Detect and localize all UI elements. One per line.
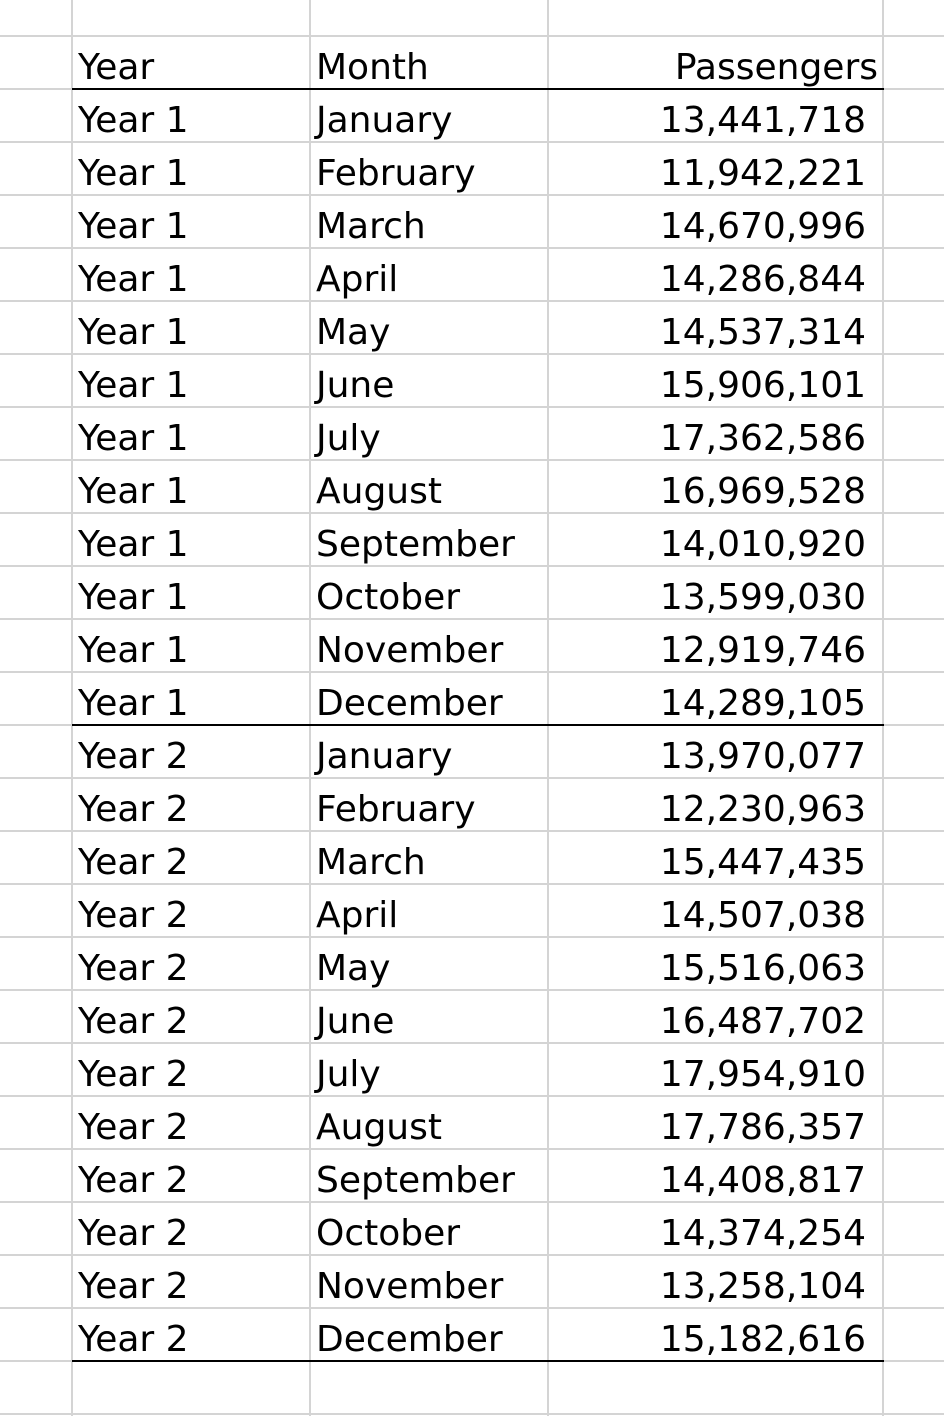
year-cell[interactable]: Year 2	[78, 1266, 189, 1307]
passengers-cell[interactable]: 17,954,910	[659, 1054, 866, 1095]
passengers-cell[interactable]: 16,969,528	[659, 471, 866, 512]
passengers-cell[interactable]: 14,537,314	[659, 312, 866, 353]
year-cell[interactable]: Year 1	[78, 259, 189, 300]
month-cell[interactable]: February	[316, 789, 476, 830]
year-cell[interactable]: Year 2	[78, 948, 189, 989]
passengers-cell[interactable]: 15,447,435	[659, 842, 866, 883]
year-cell[interactable]: Year 1	[78, 100, 189, 141]
year-cell[interactable]: Year 2	[78, 1213, 189, 1254]
passengers-cell[interactable]: 13,258,104	[659, 1266, 866, 1307]
month-cell[interactable]: October	[316, 577, 461, 618]
month-cell[interactable]: March	[316, 842, 426, 883]
passengers-cell[interactable]: 17,362,586	[659, 418, 866, 459]
year-cell[interactable]: Year 2	[78, 1107, 189, 1148]
passengers-cell[interactable]: 14,408,817	[659, 1160, 866, 1201]
year-cell[interactable]: Year 2	[78, 842, 189, 883]
header-month-cell[interactable]: Month	[316, 47, 429, 88]
year-cell[interactable]: Year 1	[78, 524, 189, 565]
passengers-cell[interactable]: 14,670,996	[659, 206, 866, 247]
month-cell[interactable]: August	[316, 1107, 442, 1148]
passengers-cell[interactable]: 14,010,920	[659, 524, 866, 565]
passengers-cell[interactable]: 13,441,718	[659, 100, 866, 141]
month-cell[interactable]: December	[316, 1319, 503, 1360]
year-cell[interactable]: Year 1	[78, 418, 189, 459]
year-separator-border	[72, 724, 884, 726]
year-cell[interactable]: Year 2	[78, 1319, 189, 1360]
column-gridline	[547, 0, 549, 1416]
header-year-cell[interactable]: Year	[78, 47, 155, 88]
month-cell[interactable]: July	[316, 1054, 381, 1095]
column-gridline	[71, 0, 73, 1416]
year-cell[interactable]: Year 2	[78, 1054, 189, 1095]
year-cell[interactable]: Year 2	[78, 789, 189, 830]
passengers-cell[interactable]: 14,286,844	[659, 259, 866, 300]
table-bottom-border	[72, 1360, 884, 1362]
passengers-cell[interactable]: 12,919,746	[659, 630, 866, 671]
passengers-cell[interactable]: 17,786,357	[659, 1107, 866, 1148]
month-cell[interactable]: August	[316, 471, 442, 512]
year-cell[interactable]: Year 2	[78, 1160, 189, 1201]
month-cell[interactable]: January	[316, 100, 453, 141]
month-cell[interactable]: September	[316, 1160, 515, 1201]
passengers-cell[interactable]: 15,182,616	[659, 1319, 866, 1360]
year-cell[interactable]: Year 2	[78, 1001, 189, 1042]
month-cell[interactable]: April	[316, 895, 399, 936]
year-cell[interactable]: Year 1	[78, 630, 189, 671]
month-cell[interactable]: May	[316, 948, 391, 989]
month-cell[interactable]: July	[316, 418, 381, 459]
year-cell[interactable]: Year 2	[78, 895, 189, 936]
passengers-cell[interactable]: 13,970,077	[659, 736, 866, 777]
header-bottom-border	[72, 88, 884, 90]
passengers-cell[interactable]: 14,507,038	[659, 895, 866, 936]
year-cell[interactable]: Year 1	[78, 153, 189, 194]
passengers-cell[interactable]: 12,230,963	[659, 789, 866, 830]
month-cell[interactable]: November	[316, 1266, 504, 1307]
month-cell[interactable]: December	[316, 683, 503, 724]
passengers-cell[interactable]: 14,374,254	[659, 1213, 866, 1254]
year-cell[interactable]: Year 1	[78, 471, 189, 512]
year-cell[interactable]: Year 2	[78, 736, 189, 777]
column-gridline	[309, 0, 311, 1416]
year-cell[interactable]: Year 1	[78, 206, 189, 247]
passengers-cell[interactable]: 13,599,030	[659, 577, 866, 618]
year-cell[interactable]: Year 1	[78, 577, 189, 618]
month-cell[interactable]: June	[316, 365, 395, 406]
passengers-cell[interactable]: 15,516,063	[659, 948, 866, 989]
month-cell[interactable]: April	[316, 259, 399, 300]
month-cell[interactable]: February	[316, 153, 476, 194]
row-gridline	[0, 1413, 944, 1415]
year-cell[interactable]: Year 1	[78, 365, 189, 406]
month-cell[interactable]: May	[316, 312, 391, 353]
header-passengers-cell[interactable]: Passengers	[674, 47, 878, 88]
month-cell[interactable]: June	[316, 1001, 395, 1042]
row-gridline	[0, 35, 944, 37]
month-cell[interactable]: March	[316, 206, 426, 247]
year-cell[interactable]: Year 1	[78, 683, 189, 724]
passengers-cell[interactable]: 15,906,101	[659, 365, 866, 406]
passengers-cell[interactable]: 11,942,221	[659, 153, 866, 194]
passengers-cell[interactable]: 14,289,105	[659, 683, 866, 724]
column-gridline	[882, 0, 884, 1416]
passengers-cell[interactable]: 16,487,702	[659, 1001, 866, 1042]
month-cell[interactable]: January	[316, 736, 453, 777]
month-cell[interactable]: October	[316, 1213, 461, 1254]
month-cell[interactable]: September	[316, 524, 515, 565]
year-cell[interactable]: Year 1	[78, 312, 189, 353]
month-cell[interactable]: November	[316, 630, 504, 671]
